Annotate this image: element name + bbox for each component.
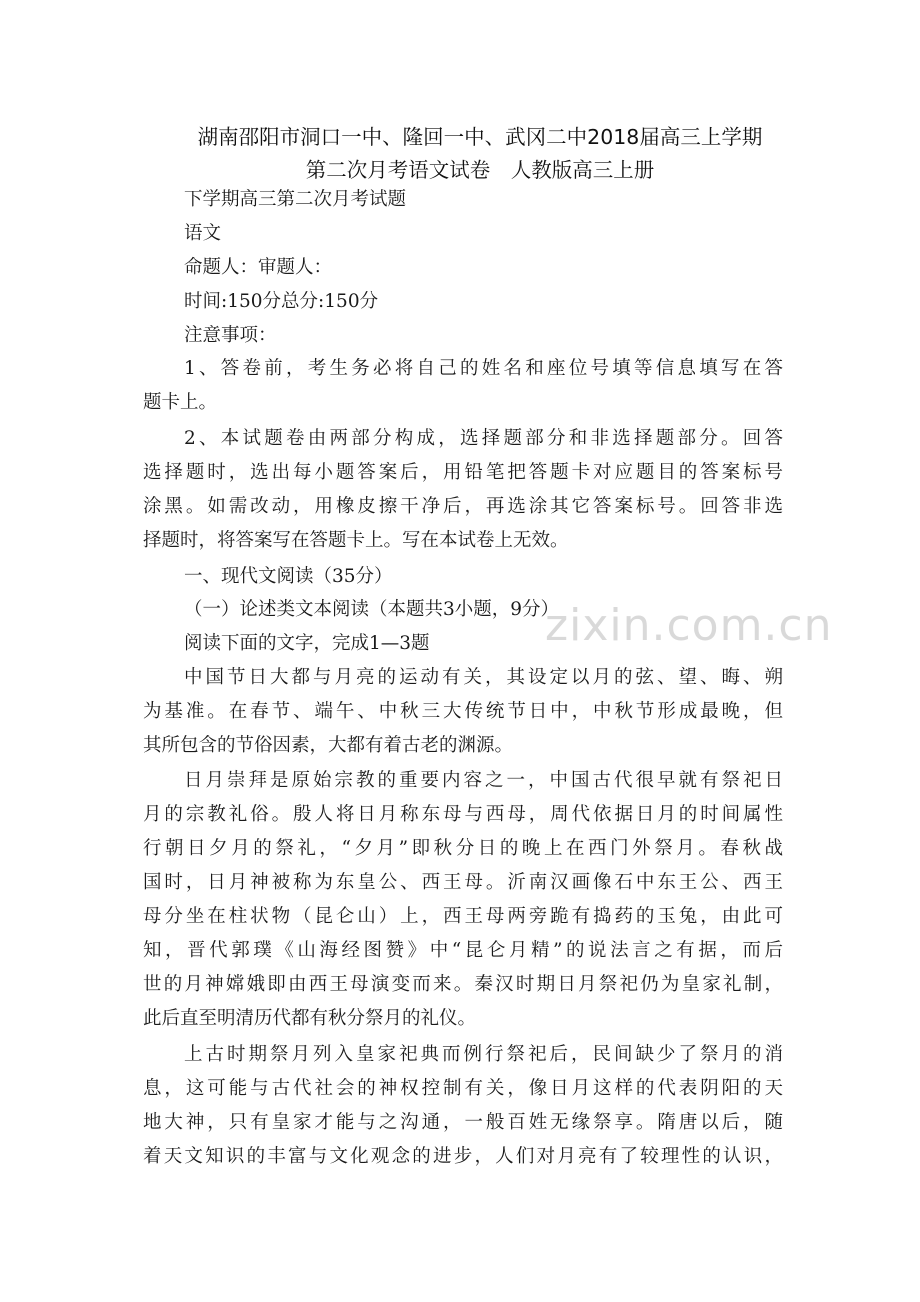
reading-instruction: 阅读下面的文字，完成1—3题 (184, 633, 430, 654)
notice-heading: 注意事项： (184, 325, 277, 346)
paragraph-3-line: 上古时期祭月列入皇家祀典而例行祭祀后，民间缺少了祭月的消 (184, 1044, 783, 1065)
paragraph-2-line: 行朝日夕月的祭礼，“夕月”即秋分日的晚上在西门外祭月。春秋战 (143, 838, 783, 859)
paragraph-2-line: 世的月神嫦娥即由西王母演变而来。秦汉时期日月祭祀仍为皇家礼制， (143, 974, 783, 995)
document-title-line-1: 湖南邵阳市洞口一中、隆回一中、武冈二中2018届高三上学期 (197, 125, 763, 149)
paragraph-2-line: 月的宗教礼俗。殷人将日月称东母与西母，周代依据日月的时间属性 (143, 804, 783, 825)
document-title-line-2: 第二次月考语文试卷 人教版高三上册 (305, 158, 655, 182)
time-score: 时间:150分总分:150分 (184, 291, 379, 312)
notice-2-line: 择题时，将答案写在答题卡上。写在本试卷上无效。 (143, 530, 569, 551)
paragraph-3-line: 着天文知识的丰富与文化观念的进步，人们对月亮有了较理性的认识， (143, 1146, 783, 1167)
watermark: zixin.com.cn (545, 600, 833, 651)
exam-name: 下学期高三第二次月考试题 (184, 189, 407, 210)
paragraph-2-line: 此后直至明清历代都有秋分祭月的礼仪。 (143, 1008, 477, 1029)
notice-2-line: 选择题时，选出每小题答案后，用铅笔把答题卡对应题目的答案标号 (143, 462, 783, 483)
paragraph-2-line: 日月崇拜是原始宗教的重要内容之一，中国古代很早就有祭祀日 (184, 770, 783, 791)
paragraph-3-line: 地大神，只有皇家才能与之沟通，一般百姓无缘祭享。隋唐以后，随 (143, 1112, 783, 1133)
notice-2-line: 涂黑。如需改动，用橡皮擦干净后，再选涂其它答案标号。回答非选 (143, 496, 783, 517)
section-heading: 一、现代文阅读（35分） (184, 566, 393, 587)
subsection-heading: （一）论述类文本阅读（本题共3小题，9分） (184, 599, 560, 620)
paragraph-1-line: 中国节日大都与月亮的运动有关，其设定以月的弦、望、晦、朔 (184, 667, 783, 688)
paragraph-2-line: 国时，日月神被称为东皇公、西王母。沂南汉画像石中东王公、西王 (143, 872, 783, 893)
notice-1-line: 题卡上。 (143, 392, 218, 413)
paragraph-2-line: 知，晋代郭璞《山海经图赞》中“昆仑月精”的说法言之有据，而后 (143, 940, 783, 961)
authors: 命题人：审题人： (184, 257, 333, 278)
paragraph-1-line: 为基准。在春节、端午、中秋三大传统节日中，中秋节形成最晚，但 (143, 701, 783, 722)
notice-2-line: 2、本试题卷由两部分构成，选择题部分和非选择题部分。回答 (184, 428, 783, 449)
paragraph-2-line: 母分坐在柱状物（昆仑山）上，西王母两旁跪有捣药的玉兔，由此可 (143, 906, 783, 927)
paragraph-1-line: 其所包含的节俗因素，大都有着古老的渊源。 (143, 735, 514, 756)
paragraph-3-line: 息，这可能与古代社会的神权控制有关，像日月这样的代表阴阳的天 (143, 1078, 783, 1099)
subject: 语文 (184, 223, 222, 244)
notice-1-line: 1、答卷前，考生务必将自己的姓名和座位号填等信息填写在答 (184, 358, 783, 379)
